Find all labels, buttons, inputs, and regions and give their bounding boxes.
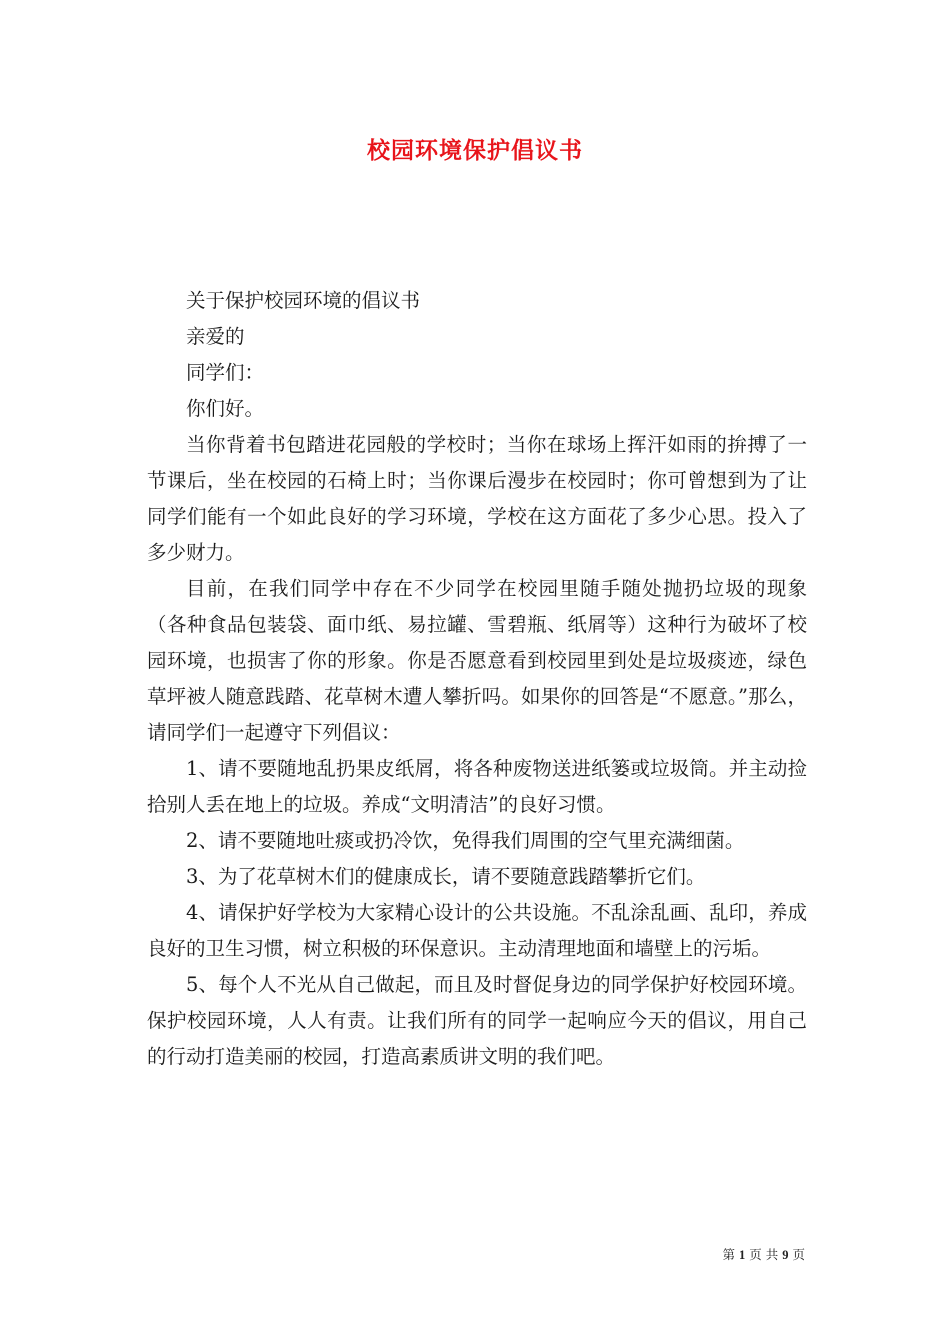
paragraph-heading: 关于保护校园环境的倡议书 [186,289,421,312]
paragraph-salutation: 亲爱的 [186,325,245,348]
page-number-suffix: 页 [792,1247,805,1262]
paragraph-item-4: 4、请保护好学校为大家精心设计的公共设施。不乱涂乱画、乱印，养成良好的卫生习惯，树立积极的环保意识。主动清理地面和墙壁上的污垢。 [147,901,807,960]
page-number-prefix: 第 [722,1247,736,1262]
paragraph-item-1: 1、请不要随地乱扔果皮纸屑，将各种废物送进纸篓或垃圾筒。并主动捡拾别人丢在地上的垃圾。养成“文明清洁”的良好习惯。 [147,757,807,816]
page-number-middle: 页 共 [749,1247,779,1262]
page-number-total: 9 [782,1248,789,1262]
paragraph-problem: 目前，在我们同学中存在不少同学在校园里随手随处抛扔垃圾的现象（各种食品包装袋、面巾纸、易拉罐、雪碧瓶、纸屑等）这种行为破坏了校园环境，也损害了你的形象。你是否愿意看到校园里到处是垃圾痰迹，绿色草坪被人随意践踏、花草树木遭人攀折吗。如果你的回答是“不愿意。”那么，请同学们一起遵守下列倡议： [147,577,807,744]
paragraph-item-2: 2、请不要随地吐痰或扔冷饮，免得我们周围的空气里充满细菌。 [186,829,745,852]
document-body [147,283,807,1075]
paragraph-addressee: 同学们： [186,361,265,384]
page-number [723,1245,805,1263]
paragraph-greeting: 你们好。 [186,397,265,420]
paragraph-intro: 当你背着书包踏进花园般的学校时；当你在球场上挥汗如雨的拚搏了一节课后，坐在校园的石椅上时；当你课后漫步在校园时；你可曾想到为了让同学们能有一个如此良好的学习环境，学校在这方面花了多少心思。投入了多少财力。 [147,433,807,564]
page-number-current: 1 [739,1248,746,1262]
document-title: 校园环境保护倡议书 [367,137,583,164]
paragraph-item-3: 3、为了花草树木们的健康成长，请不要随意践踏攀折它们。 [186,865,706,888]
paragraph-item-5: 5、每个人不光从自己做起，而且及时督促身边的同学保护好校园环境。保护校园环境，人人有责。让我们所有的同学一起响应今天的倡议，用自己的行动打造美丽的校园，打造高素质讲文明的我们吧。 [147,973,807,1068]
